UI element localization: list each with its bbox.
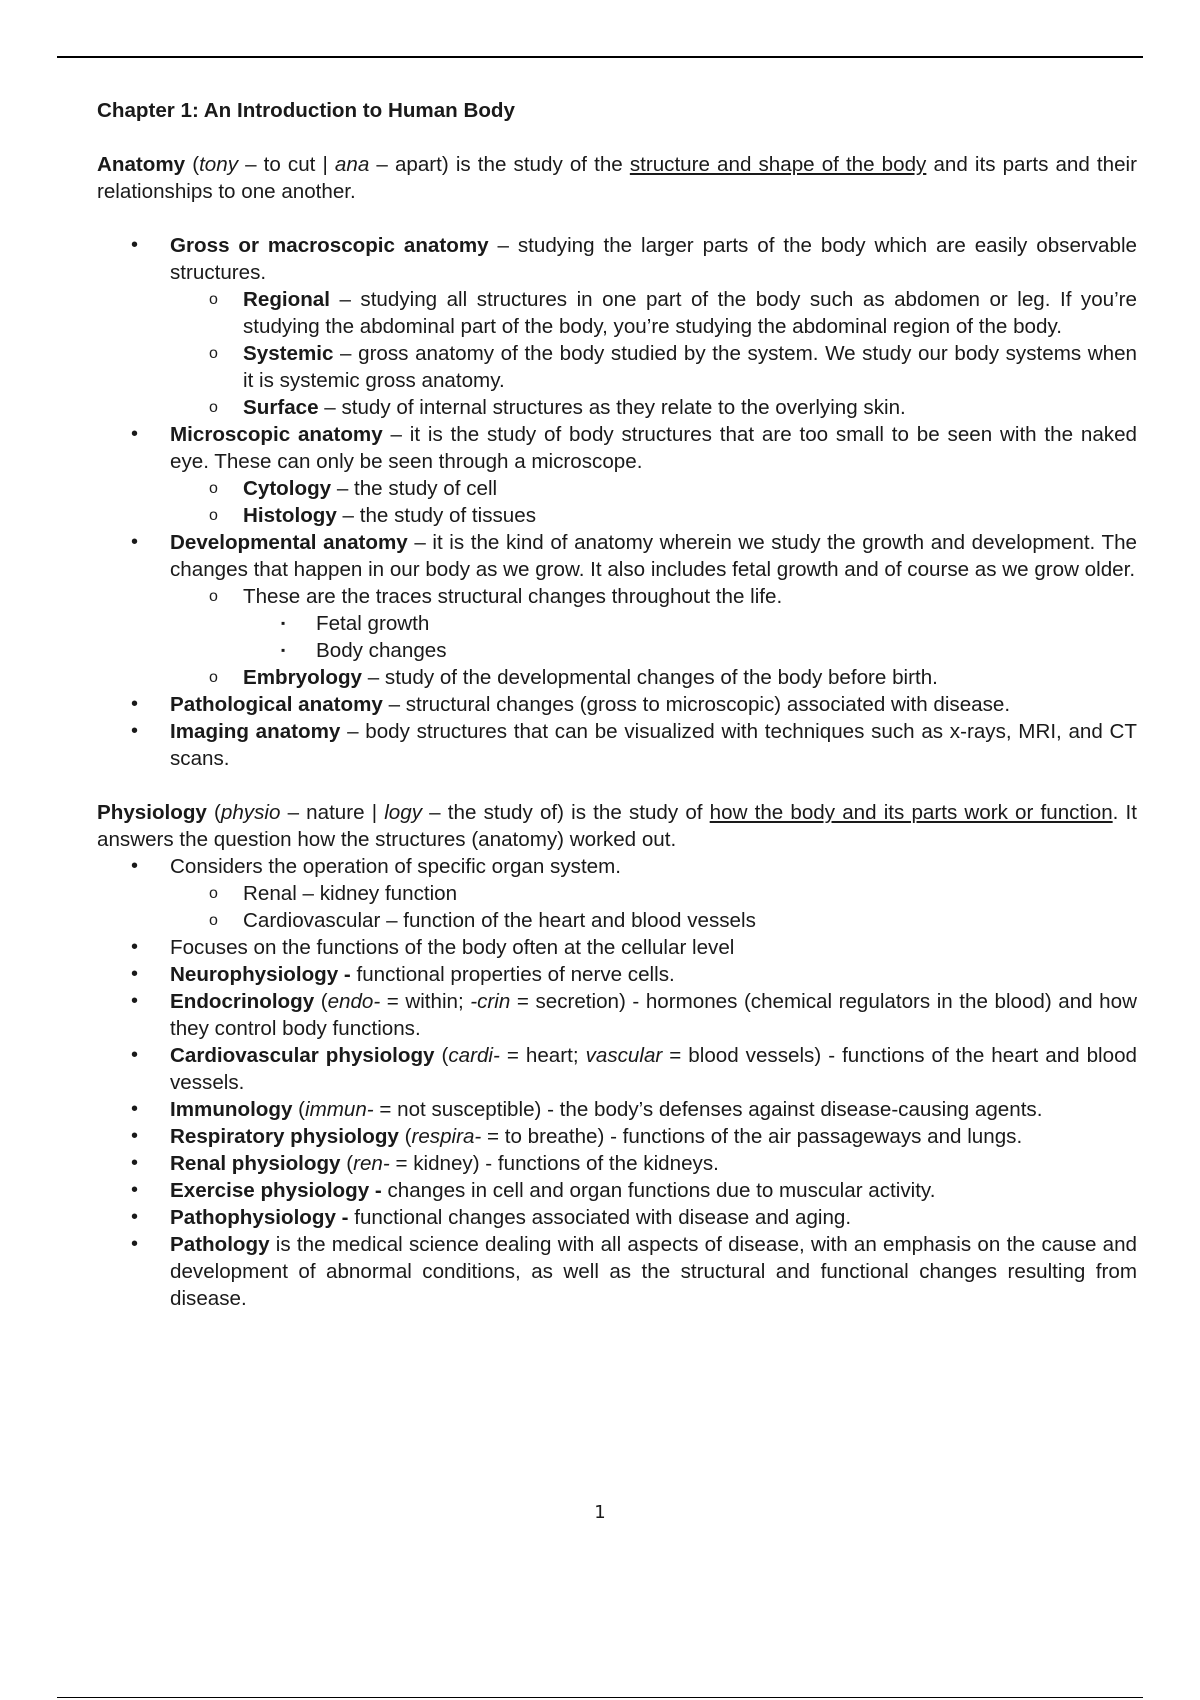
list-item: • Pathology is the medical science dealing with all aspects of disease, with an emphasis on the cause and development of abnormal conditions, as well as the structural and functional changes resulting from disease. [97, 1231, 1137, 1312]
list-item: o Embryology – study of the developmental changes of the body before birth. [97, 664, 1137, 691]
sub-list [97, 880, 1137, 934]
list-item: • Focuses on the functions of the body often at the cellular level [97, 934, 1137, 961]
list-item: o Surface – study of internal structures as they relate to the overlying skin. [97, 394, 1137, 421]
sub-list [97, 583, 1137, 691]
physiology-definition: Physiology (physio – nature | logy – the study of) is the study of how the body and its parts work or function. It answers the question how the structures (anatomy) worked out. [97, 801, 1137, 851]
list-item: • Gross or macroscopic anatomy – studying the larger parts of the body which are easily observable structures. o Regional – studying all structures in one part of the body such as abdomen or leg. If you’re studying the abdominal part of the body, you’re studying the abdominal region of the body. o Systemic – gross anatomy of the body studied by the system. We study our body systems when it is systemic gross anatomy. o Surface – study of internal structures as they relate to the overlying skin. [97, 232, 1137, 421]
list-item: • Pathological anatomy – structural changes (gross to microscopic) associated with disease. [97, 691, 1137, 718]
anatomy-list [97, 232, 1137, 772]
list-item: o Cytology – the study of cell [97, 475, 1137, 502]
list-item: • Exercise physiology - changes in cell and organ functions due to muscular activity. [97, 1177, 1137, 1204]
list-item: ▪ Fetal growth [97, 610, 1137, 637]
list-item: ▪ Body changes [97, 637, 1137, 664]
list-item: • Considers the operation of specific organ system. o Renal – kidney function o Cardiovascular – function of the heart and blood vessels [97, 853, 1137, 934]
sub-list [97, 475, 1137, 529]
anatomy-term: Anatomy [97, 153, 186, 176]
anatomy-definition: Anatomy (tony – to cut | ana – apart) is the study of the structure and shape of the body and its parts and their relationships to one another. [97, 153, 1137, 203]
anatomy-key-phrase: structure and shape of the body [629, 153, 927, 176]
sub-sub-list [97, 610, 1137, 664]
list-item: o Cardiovascular – function of the heart and blood vessels [97, 907, 1137, 934]
list-item: • Renal physiology (ren- = kidney) - functions of the kidneys. [97, 1150, 1137, 1177]
physiology-list [97, 853, 1137, 1312]
list-item: o Renal – kidney function [97, 880, 1137, 907]
header-rule [57, 56, 1143, 58]
list-item: o Histology – the study of tissues [97, 502, 1137, 529]
list-item: • Immunology (immun- = not susceptible) - the body’s defenses against disease-causing agents. [97, 1096, 1137, 1123]
document-page [97, 96, 1137, 1312]
physiology-term: Physiology [97, 801, 207, 824]
list-item: • Imaging anatomy – body structures that can be visualized with techniques such as x-rays, MRI, and CT scans. [97, 718, 1137, 772]
chapter-title: Chapter 1: An Introduction to Human Body [97, 99, 515, 122]
list-item: • Pathophysiology - functional changes associated with disease and aging. [97, 1204, 1137, 1231]
list-item: • Endocrinology (endo- = within; -crin = secretion) - hormones (chemical regulators in the blood) and how they control body functions. [97, 988, 1137, 1042]
sub-list [97, 286, 1137, 421]
physiology-key-phrase: how the body and its parts work or function [709, 801, 1113, 824]
list-item: • Respiratory physiology (respira- = to breathe) - functions of the air passageways and lungs. [97, 1123, 1137, 1150]
footer-rule [57, 1697, 1143, 1698]
list-item: o These are the traces structural changes throughout the life. ▪ Fetal growth ▪ Body changes [97, 583, 1137, 664]
list-item: • Cardiovascular physiology (cardi- = heart; vascular = blood vessels) - functions of the heart and blood vessels. [97, 1042, 1137, 1096]
list-item: o Regional – studying all structures in one part of the body such as abdomen or leg. If you’re studying the abdominal part of the body, you’re studying the abdominal region of the body. [97, 286, 1137, 340]
page-number: 1 [594, 1502, 606, 1523]
list-item: o Systemic – gross anatomy of the body studied by the system. We study our body systems when it is systemic gross anatomy. [97, 340, 1137, 394]
list-item: • Neurophysiology - functional properties of nerve cells. [97, 961, 1137, 988]
list-item: • Microscopic anatomy – it is the study of body structures that are too small to be seen with the naked eye. These can only be seen through a microscope. o Cytology – the study of cell o Histology – the study of tissues [97, 421, 1137, 529]
list-item: • Developmental anatomy – it is the kind of anatomy wherein we study the growth and development. The changes that happen in our body as we grow. It also includes fetal growth and of course as we grow older. o These are the traces structural changes throughout the life. ▪ Fetal growth ▪ Body changes o Embryology – study of the developmental changes of the body before birth. [97, 529, 1137, 691]
